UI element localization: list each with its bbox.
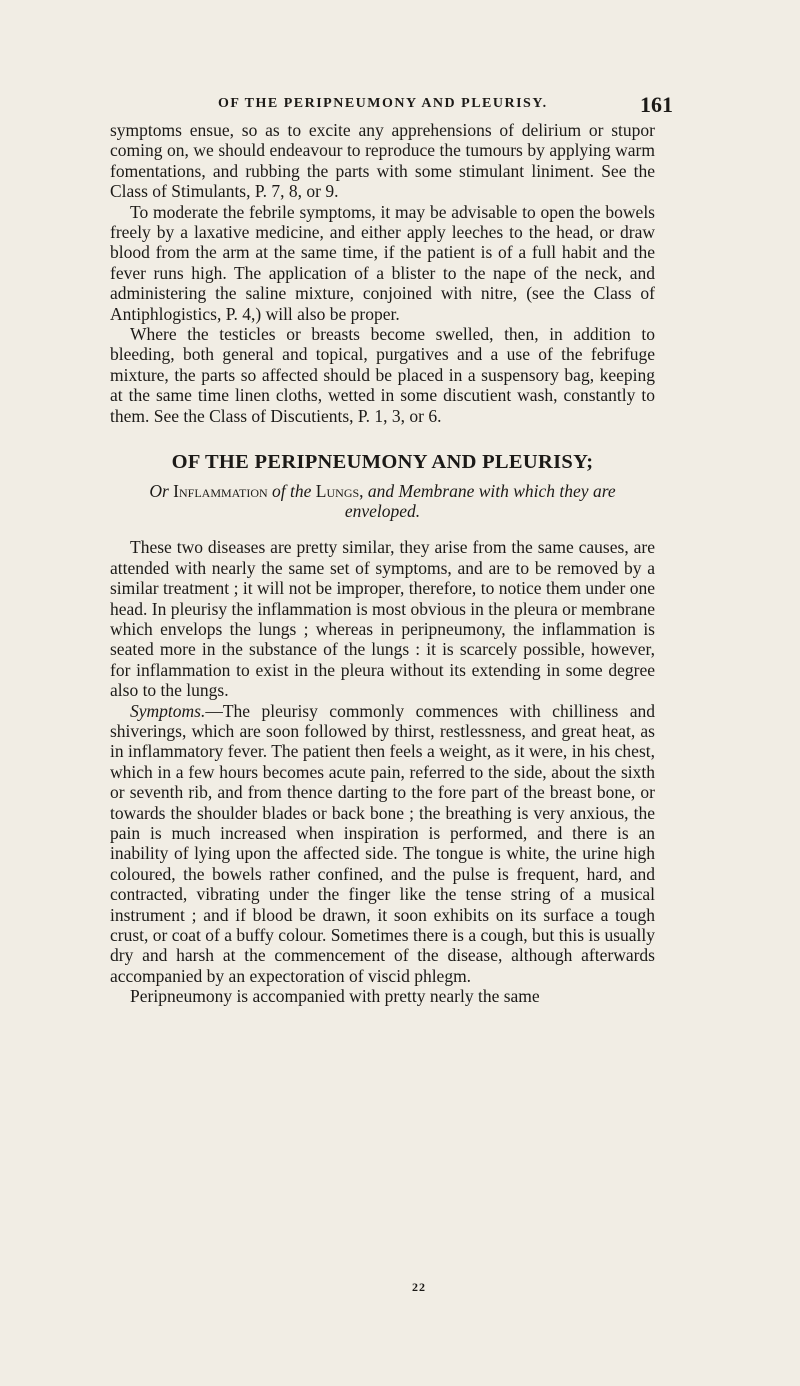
paragraph-continuation: symptoms ensue, so as to excite any apprehensions of delirium or stupor coming on, we should endeavour to reproduce the tumours by applying warm fomentations, and rubbing the parts with some stimulant liniment. See the Class of Stimulants, P. 7, 8, or 9. <box>110 120 655 202</box>
paragraph-febrile-treatment: To moderate the febrile symptoms, it may be advisable to open the bowels freely by a laxative medicine, and either apply leeches to the head, or draw blood from the arm at the same time, if the patient is of a full habit and the fever runs high. The application of a blister to the nape of the neck, and administering the saline mixture, conjoined with nitre, (see the Class of Antiphlogistics, P. 4,) will also be proper. <box>110 201 655 324</box>
section-heading: OF THE PERIPNEUMONY AND PLEURISY; <box>171 451 594 474</box>
running-head <box>0 92 800 120</box>
paragraph-symptoms <box>110 701 655 987</box>
subheading-of-the: of the <box>272 480 312 501</box>
section-subheading <box>110 481 655 522</box>
paragraph-peripneumony: Peripneumony is accompanied with pretty nearly the same <box>130 986 540 1007</box>
symptoms-lead: Symptoms. <box>130 700 206 721</box>
symptoms-text: —The pleurisy commonly commences with chilliness and shiverings, which are soon followed by thirst, restlessness, and great heat, as in inflammatory fever. The patient then feels a weight, as it were, in his chest, which in a few hours becomes acute pain, referred to the side, about the sixth or seventh rib, and from thence darting to the fore part of the breast bone, or towards the shoulder blades or back bone ; the breathing is very anxious, the pain is much increased when inspiration is performed, and there is an inability of lying upon the affected side. The tongue is white, the urine high coloured, the bowels rather confined, and the pulse is frequent, hard, and contracted, vibrating under the finger like the tense string of a musical instrument ; and if blood be drawn, it soon exhibits on its surface a tough crust, or coat of a buffy colour. Sometimes there is a cough, but this is usually dry and harsh at the commencement of the disease, although afterwards accompanied by an expectoration of viscid phlegm. <box>110 700 655 986</box>
running-title: OF THE PERIPNEUMONY AND PLEURISY. <box>218 96 548 111</box>
signature-mark: 22 <box>412 1280 426 1294</box>
page-number: 161 <box>640 92 673 117</box>
subheading-rest: and Membrane with which they are enveloped. <box>344 480 616 521</box>
subheading-lungs: Lungs, <box>315 480 364 501</box>
subheading-or: Or <box>149 480 169 501</box>
subheading-inflammation: Inflammation <box>173 480 268 501</box>
paragraph-intro: These two diseases are pretty similar, they arise from the same causes, are attended with nearly the same set of symptoms, and are to be removed by a similar treatment ; it will not be improper, therefore, to notice them under one head. In pleurisy the inflammation is most obvious in the pleura or membrane which envelops the lungs ; whereas in peripneumony, the inflammation is seated more in the substance of the lungs : it is scarcely possible, however, for inflammation to exist in the pleura without its extending in some degree also to the lungs. <box>110 537 655 701</box>
body-text <box>110 120 655 1007</box>
paragraph-testicles: Where the testicles or breasts become swelled, then, in addition to bleeding, both general and topical, purgatives and a use of the febrifuge mixture, the parts so affected should be placed in a suspensory bag, keeping at the same time linen cloths, wetted in some discutient wash, constantly to them. See the Class of Discutients, P. 1, 3, or 6. <box>110 324 655 426</box>
